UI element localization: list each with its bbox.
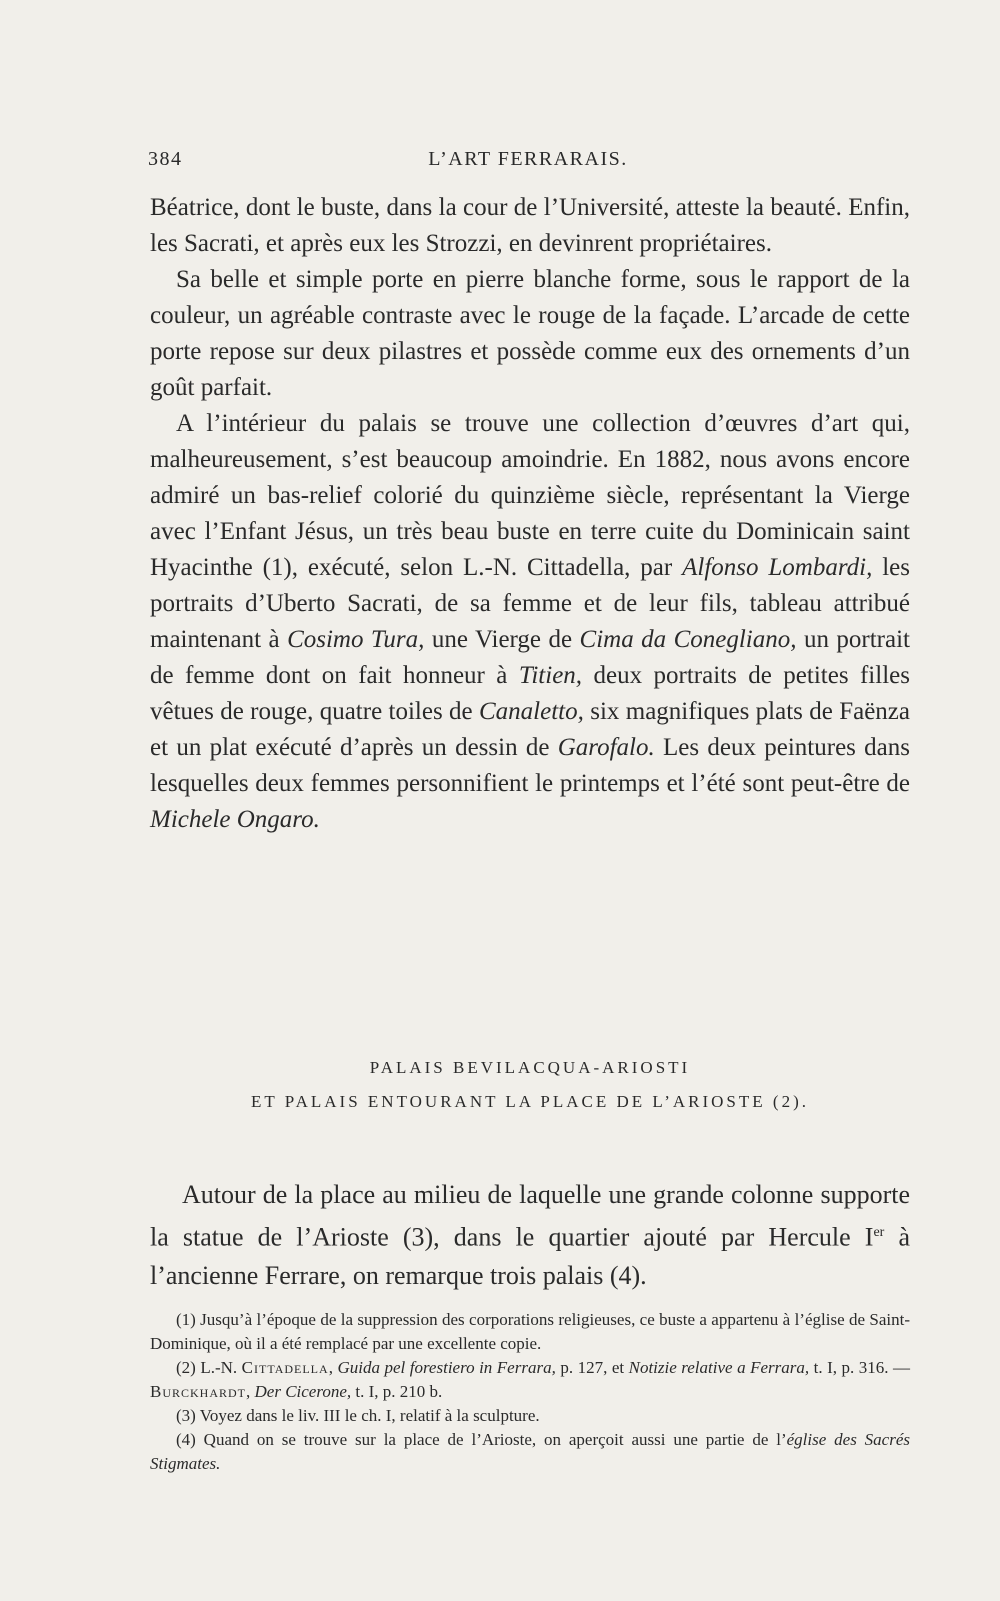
artist-name: Titien, — [518, 662, 583, 689]
section-heading-line-2: ET PALAIS ENTOURANT LA PLACE DE L’ARIOSTE (2). — [251, 1092, 809, 1111]
footnotes — [150, 1308, 910, 1476]
superscript: er — [873, 1225, 885, 1240]
footnote-3: (3) Voyez dans le liv. III le ch. I, relatif à la sculpture. — [176, 1406, 540, 1425]
artist-name: Canaletto, — [479, 698, 584, 725]
book-title: Notizie relative a Ferrara, — [628, 1358, 810, 1377]
book-title: Guida pel forestiero in Ferrara, — [337, 1358, 556, 1377]
church-name: église des Sacrés Stigmates. — [150, 1430, 910, 1473]
section-text — [150, 1176, 910, 1295]
footnote-2: (2) L.-N. Cittadella, Guida pel forestiero in Ferrara, p. 127, et Notizie relative a Ferrara, t. I, p. 316. — Burckhardt, Der Cicerone, t. I, p. 210 b. — [150, 1358, 910, 1401]
footnote-4: (4) Quand on se trouve sur la place de l’Arioste, on aperçoit aussi une partie de l’église des Sacrés Stigmates. — [150, 1430, 910, 1473]
paragraph-1: Béatrice, dont le buste, dans la cour de l’Université, atteste la beauté. Enfin, les Sacrati, et après eux les Strozzi, en devinrent propriétaires. — [150, 194, 910, 257]
paragraph-2: Sa belle et simple porte en pierre blanche forme, sous le rapport de la couleur, un agréable contraste avec le rouge de la façade. L’arcade de cette porte repose sur deux pilastres et possède comme eux des ornements d’un goût parfait. — [150, 266, 910, 401]
body-text — [150, 190, 910, 838]
artist-name: Alfonso Lombardi, — [682, 554, 873, 581]
book-title: Der Cicerone, — [254, 1382, 352, 1401]
author-name: Burckhardt — [150, 1382, 247, 1401]
author-name: Cittadella — [241, 1358, 329, 1377]
footnote-1: (1) Jusqu’à l’époque de la suppression des corporations religieuses, ce buste a appartenu à l’église de Saint-Dominique, où il a été remplacé par une excellente copie. — [150, 1310, 910, 1353]
artist-name: Michele Ongaro. — [150, 806, 320, 833]
paragraph-3: A l’intérieur du palais se trouve une collection d’œuvres d’art qui, malheureusement, s’est beaucoup amoindrie. En 1882, nous avons encore admiré un bas-relief colorié du quinzième siècle, représentant la Vierge avec l’Enfant Jésus, un très beau buste en terre cuite du Dominicain saint Hyacinthe (1), exécuté, selon L.-N. Cittadella, par Alfonso Lombardi, les portraits d’Uberto Sacrati, de sa femme et de leur fils, tableau attribué maintenant à Cosimo Tura, une Vierge de Cima da Conegliano, un portrait de femme dont on fait honneur à Titien, deux portraits de petites filles vêtues de rouge, quatre toiles de Canaletto, six magnifiques plats de Faënza et un plat exécuté d’après un dessin de Garofalo. Les deux peintures dans lesquelles deux femmes personnifient le printemps et l’été sont peut-être de Michele Ongaro. — [150, 410, 911, 833]
artist-name: Garofalo. — [557, 734, 655, 761]
artist-name: Cima da Conegliano, — [579, 626, 797, 653]
page-number: 384 — [148, 148, 183, 170]
artist-name: Cosimo Tura, — [287, 626, 425, 653]
running-head — [148, 148, 908, 178]
section-heading-line-1: PALAIS BEVILACQUA-ARIOSTI — [369, 1058, 691, 1077]
running-title: L’ART FERRARAIS. — [428, 148, 628, 170]
section-paragraph: Autour de la place au milieu de laquelle une grande colonne supporte la statue de l’Arioste (3), dans le quartier ajouté par Hercule Ier à l’ancienne Ferrare, on remarque trois palais (4). — [150, 1180, 910, 1290]
